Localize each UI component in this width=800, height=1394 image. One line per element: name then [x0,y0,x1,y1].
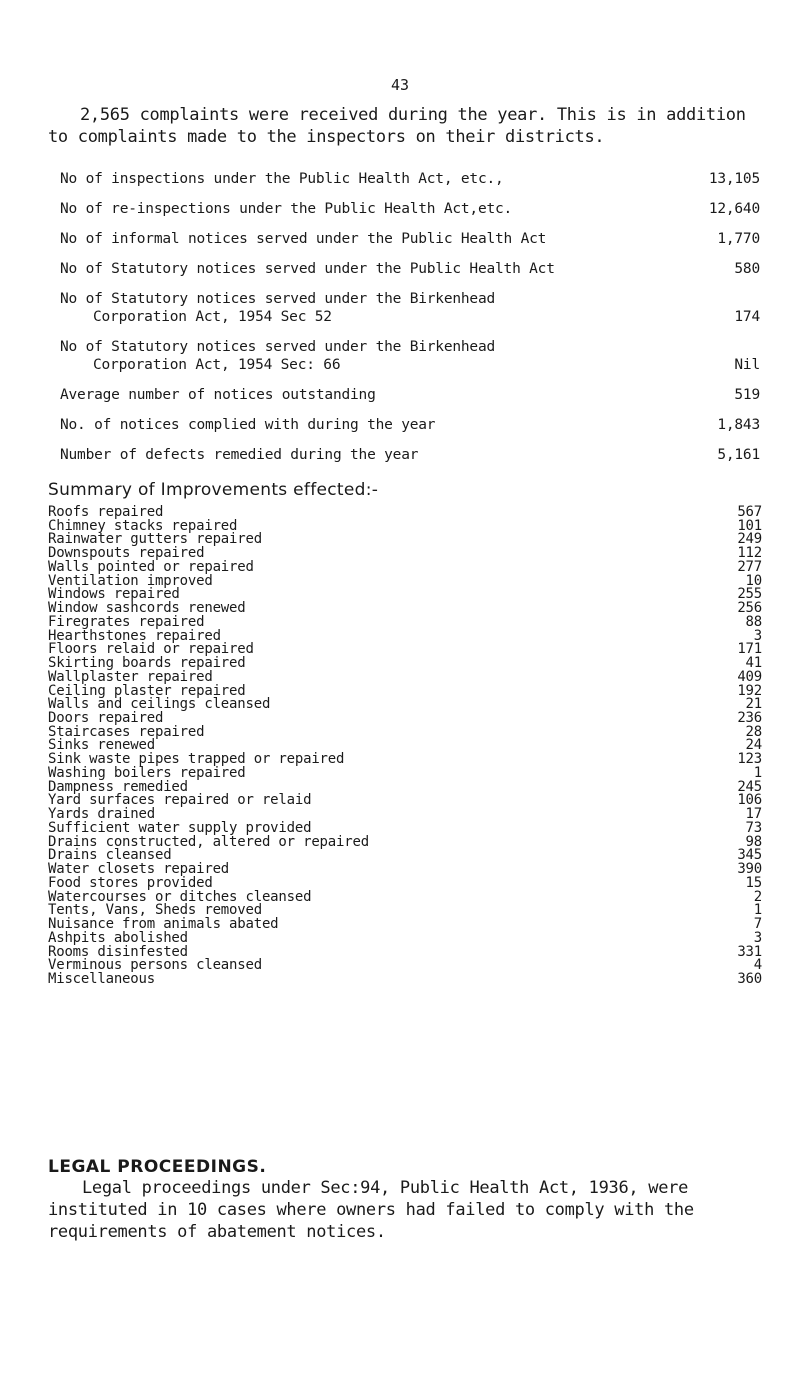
improvement-count: 567 [737,504,762,520]
improvement-row [48,821,762,835]
stat-row [60,170,760,188]
improvement-row [48,807,762,821]
improvement-row [48,615,762,629]
improvement-row [48,725,762,739]
improvement-count: 1 [753,764,762,781]
improvement-count: 73 [745,819,762,836]
improvement-label: Water closets repaired [48,861,230,878]
stat-value: 580 [734,261,760,277]
improvement-label: Food stores provided [48,874,213,891]
stat-label: No of Statutory notices served under the Public Health Act [60,261,555,277]
improvement-row [48,780,762,794]
improvement-count: 98 [745,833,762,850]
stat-label: Number of defects remedied during the year [60,447,419,463]
improvement-count: 24 [745,737,762,754]
improvement-label: Washing boilers repaired [48,764,246,781]
improvement-row [48,546,762,560]
improvement-row [48,670,762,684]
improvement-row [48,931,762,945]
improvement-label: Dampness remedied [48,778,188,795]
improvement-label: Yard surfaces repaired or relaid [48,792,312,809]
stat-row [60,200,760,218]
legal-proceedings-heading: LEGAL PROCEEDINGS. [48,1157,267,1177]
improvement-count: 171 [737,641,762,658]
improvement-label: Verminous persons cleansed [48,957,262,974]
stat-value: 12,640 [708,201,760,217]
stat-label: Average number of notices outstanding [60,387,376,403]
improvement-row [48,532,762,546]
improvement-row [48,848,762,862]
stat-row [60,260,760,278]
improvement-count: 2 [753,888,762,905]
stat-label-multiline [60,290,640,326]
stat-row [60,446,760,464]
improvement-label: Firegrates repaired [48,613,205,630]
improvement-label: Ceiling plaster repaired [48,682,246,699]
improvement-label: Drains cleansed [48,847,172,864]
improvements-list [48,505,762,986]
improvement-label: Hearthstones repaired [48,627,221,644]
improvement-label: Floors relaid or repaired [48,641,254,658]
improvement-label: Windows repaired [48,586,180,603]
improvement-label: Doors repaired [48,710,164,727]
improvement-count: 245 [737,778,762,795]
improvement-count: 41 [745,655,762,672]
improvement-count: 192 [737,682,762,699]
improvement-label: Sink waste pipes trapped or repaired [48,751,345,768]
stat-label: No. of notices complied with during the year [60,417,436,433]
improvement-count: 106 [737,792,762,809]
improvement-label: Ventilation improved [48,572,213,589]
improvement-row [48,835,762,849]
improvement-row [48,752,762,766]
intro-paragraph [48,104,760,148]
improvement-row [48,642,762,656]
improvement-row [48,862,762,876]
improvement-count: 3 [753,929,762,946]
improvement-count: 15 [745,874,762,891]
stat-label-continuation: Corporation Act, 1954 Sec 52 [93,309,332,325]
stat-label: No of Statutory notices served under the Birkenhead [60,291,496,307]
improvement-label: Chimney stacks repaired [48,517,238,534]
improvement-count: 17 [745,806,762,823]
improvement-label: Nuisance from animals abated [48,916,279,933]
improvement-label: Sinks renewed [48,737,155,754]
improvement-label: Window sashcords renewed [48,600,246,617]
improvement-count: 249 [737,531,762,548]
improvement-count: 331 [737,943,762,960]
stat-label-continuation: Corporation Act, 1954 Sec: 66 [93,357,341,373]
improvement-row [48,560,762,574]
improvement-label: Staircases repaired [48,723,205,740]
improvement-row [48,505,762,519]
improvement-count: 21 [745,696,762,713]
improvement-label: Skirting boards repaired [48,655,246,672]
improvement-row [48,684,762,698]
improvement-count: 7 [753,916,762,933]
improvement-count: 4 [753,957,762,974]
legal-proceedings-text: Legal proceedings under Sec:94, Public Health Act, 1936, were instituted in 10 cases where owners had failed to comply with the requirements of abatement notices. [48,1178,694,1242]
legal-proceedings-paragraph [48,1177,768,1243]
improvement-row [48,574,762,588]
improvement-count: 277 [737,558,762,575]
improvement-row [48,917,762,931]
improvement-row [48,876,762,890]
improvement-label: Rooms disinfested [48,943,188,960]
stat-row [60,338,760,374]
improvement-count: 10 [745,572,762,589]
improvement-row [48,766,762,780]
improvement-count: 409 [737,668,762,685]
improvement-label: Yards drained [48,806,155,823]
improvement-row [48,656,762,670]
stat-label-multiline [60,338,640,374]
improvement-count: 236 [737,710,762,727]
improvement-count: 345 [737,847,762,864]
improvement-row [48,890,762,904]
page-number: 43 [390,76,410,94]
stat-row [60,230,760,248]
improvement-label: Ashpits abolished [48,929,188,946]
stat-value: 1,843 [717,417,760,433]
improvement-label: Wallplaster repaired [48,668,213,685]
stat-label: No of re-inspections under the Public Health Act,etc. [60,201,513,217]
stat-value: 13,105 [708,171,760,187]
stat-row [60,290,760,326]
intro-text: 2,565 complaints were received during the year. This is in addition to complaints made to the inspectors on their districts. [48,105,746,147]
improvement-row [48,958,762,972]
stat-value: 519 [734,387,760,403]
stat-value: 5,161 [717,447,760,463]
improvement-label: Tents, Vans, Sheds removed [48,902,262,919]
stat-value: Nil [734,357,760,373]
improvement-count: 123 [737,751,762,768]
stat-label: No of Statutory notices served under the Birkenhead [60,339,496,355]
stat-row [60,386,760,404]
improvement-label: Walls and ceilings cleansed [48,696,271,713]
improvement-label: Drains constructed, altered or repaired [48,833,369,850]
improvement-count: 256 [737,600,762,617]
improvement-count: 88 [745,613,762,630]
improvement-count: 28 [745,723,762,740]
improvement-count: 360 [737,970,762,987]
improvement-label: Roofs repaired [48,504,164,520]
improvement-count: 101 [737,517,762,534]
improvement-row [48,945,762,959]
improvement-row [48,972,762,986]
improvement-row [48,903,762,917]
stat-label: No of informal notices served under the Public Health Act [60,231,547,247]
improvement-row [48,697,762,711]
improvement-row [48,629,762,643]
improvement-count: 255 [737,586,762,603]
improvement-label: Miscellaneous [48,970,155,987]
stat-value: 1,770 [717,231,760,247]
improvement-count: 390 [737,861,762,878]
stat-value: 174 [734,309,760,325]
improvement-row [48,587,762,601]
improvement-label: Walls pointed or repaired [48,558,254,575]
improvement-label: Rainwater gutters repaired [48,531,262,548]
improvement-count: 1 [753,902,762,919]
improvement-label: Downspouts repaired [48,545,205,562]
improvement-row [48,793,762,807]
stat-row [60,416,760,434]
improvement-row [48,601,762,615]
improvement-count: 3 [753,627,762,644]
improvement-row [48,711,762,725]
improvement-count: 112 [737,545,762,562]
improvement-row [48,738,762,752]
improvement-label: Watercourses or ditches cleansed [48,888,312,905]
stat-label: No of inspections under the Public Health Act, etc., [60,171,504,187]
summary-heading: Summary of Improvements effected:- [48,480,379,500]
inspection-statistics [60,170,760,476]
improvement-label: Sufficient water supply provided [48,819,312,836]
improvement-row [48,519,762,533]
